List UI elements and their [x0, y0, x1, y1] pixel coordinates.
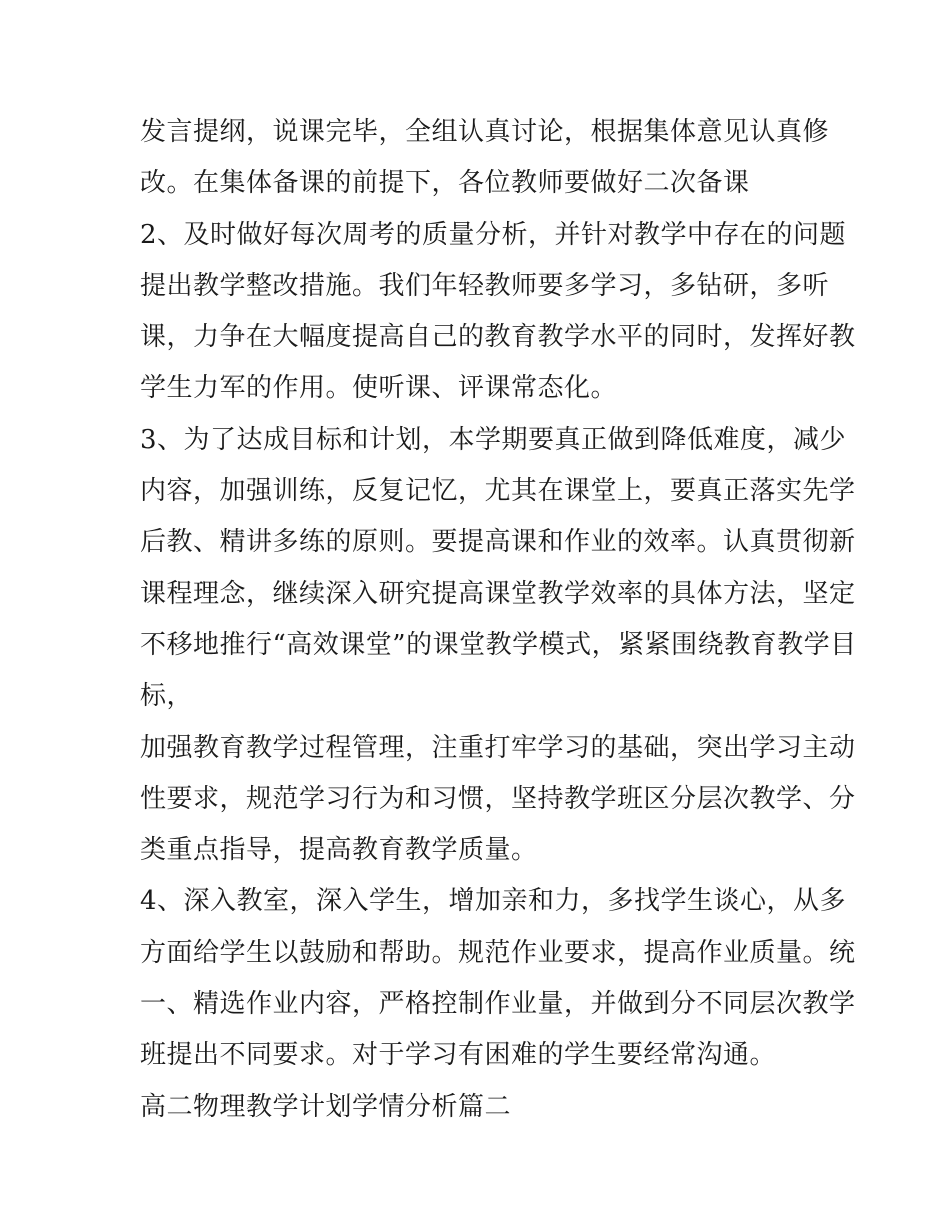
text-line-6: 学生力军的作用。使听课、评课常态化。: [140, 373, 618, 404]
text-line-5: 课，力争在大幅度提高自己的教育教学水平的同时，发挥好教: [140, 322, 856, 353]
text-line-13: 加强教育教学过程管理，注重打牢学习的基础，突出学习主动: [140, 732, 856, 763]
text-line-19: 班提出不同要求。对于学习有困难的学生要经常沟通。: [140, 1040, 777, 1071]
text-line-2: 改。在集体备课的前提下，各位教师要做好二次备课: [140, 168, 750, 199]
text-line-15: 类重点指导，提高教育教学质量。: [140, 835, 538, 866]
text-line-11: 不移地推行“高效课堂”的课堂教学模式，紧紧围绕教育教学目: [140, 629, 857, 660]
text-line-10: 课程理念，继续深入研究提高课堂教学效率的具体方法，坚定: [140, 578, 856, 609]
text-line-7: 3、为了达成目标和计划，本学期要真正做到降低难度，减少: [140, 424, 847, 455]
text-line-3: 2、及时做好每次周考的质量分析，并针对教学中存在的问题: [140, 219, 847, 250]
text-line-17: 方面给学生以鼓励和帮助。规范作业要求，提高作业质量。统: [140, 937, 856, 968]
document-body: [140, 107, 857, 1133]
section-heading: 高二物理教学计划学情分析篇二: [140, 1091, 512, 1122]
text-line-16: 4、深入教室，深入学生，增加亲和力，多找学生谈心，从多: [140, 886, 847, 917]
text-line-9: 后教、精讲多练的原则。要提高课和作业的效率。认真贯彻新: [140, 527, 856, 558]
text-line-4: 提出教学整改措施。我们年轻教师要多学习，多钻研，多听: [140, 270, 830, 301]
text-line-1: 发言提纲，说课完毕，全组认真讨论，根据集体意见认真修: [140, 117, 830, 147]
text-line-18: 一、精选作业内容，严格控制作业量，并做到分不同层次教学: [140, 989, 856, 1020]
text-line-12: 标，: [140, 681, 194, 712]
text-line-14: 性要求，规范学习行为和习惯，坚持教学班区分层次教学、分: [140, 783, 856, 814]
text-line-8: 内容，加强训练，反复记忆，尤其在课堂上，要真正落实先学: [140, 476, 856, 507]
